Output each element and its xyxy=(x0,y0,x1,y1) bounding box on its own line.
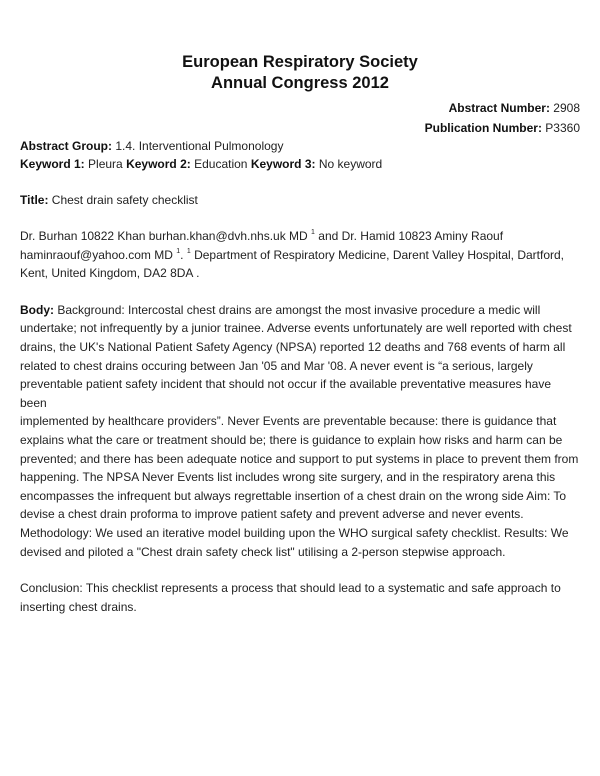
body-line: preventable patient safety incident that should not occur if the available preventative measures have been xyxy=(20,377,551,410)
title-value: Chest drain safety checklist xyxy=(51,193,198,207)
author2-superscript: 1 xyxy=(176,247,181,255)
author1-text: Dr. Burhan 10822 Khan burhan.khan@dvh.nhs.uk MD xyxy=(20,229,308,243)
abstract-number-value: 2908 xyxy=(553,101,580,115)
body-line: Background: Intercostal chest drains are amongst the most invasive procedure a medic will xyxy=(54,302,541,317)
author2-text: and Dr. Hamid 10823 Aminy Raouf xyxy=(314,229,504,243)
conclusion-line: Conclusion: This checklist represents a process that should lead to a systematic and safe approach to xyxy=(20,581,561,596)
keyword1-value: Pleura xyxy=(88,157,123,171)
body-line: related to chest drains occuring between Jan '05 and Mar '08. A never event is “a serious, largely xyxy=(20,358,533,373)
keyword3-label: Keyword 3: xyxy=(250,157,316,171)
congress-title: European Respiratory Society xyxy=(182,53,418,71)
affiliation-superscript: 1 xyxy=(186,247,191,255)
body-line: implemented by healthcare providers”. Never Events are preventable because: there is guidance that xyxy=(20,414,557,429)
title-row xyxy=(20,191,580,209)
body-line: drains, the UK's National Patient Safety Agency (NPSA) reported 12 deaths and 768 events of harm all xyxy=(20,339,566,354)
body-paragraph xyxy=(20,301,580,561)
conclusion-paragraph xyxy=(20,579,580,616)
body-line: undertake; not infrequently by a junior trainee. Adverse events unfortunately are well reported with chest xyxy=(20,321,572,336)
author1-superscript: 1 xyxy=(311,229,315,236)
abstract-number-label: Abstract Number: xyxy=(448,101,550,115)
title-label: Title: xyxy=(20,193,49,207)
keyword3-value: No keyword xyxy=(318,157,383,171)
body-line: devise a chest drain proforma to improve patient safety and prevent adverse and never events. xyxy=(20,507,524,522)
body-line: happening. The NPSA Never Events list includes wrong site surgery, and in the respiratory arena this xyxy=(20,470,556,485)
body-line: encompasses the infrequent but always regrettable insertion of a chest drain on the wrong side Aim: To xyxy=(20,488,567,503)
affiliation-line1: Department of Respiratory Medicine, Darent Valley Hospital, Dartford, xyxy=(190,247,565,262)
publication-number-value: P3360 xyxy=(545,121,580,135)
abstract-number-row xyxy=(20,98,580,118)
body-line: explains what the care or treatment should be; there is guidance to explain how risks and harm can be xyxy=(20,432,563,447)
authors-affiliation xyxy=(20,227,580,283)
authors-separator: . xyxy=(180,247,187,262)
body-label: Body: xyxy=(20,302,54,317)
abstract-group-label: Abstract Group: xyxy=(20,139,113,153)
congress-subtitle: Annual Congress 2012 xyxy=(211,74,389,92)
keywords-row xyxy=(20,155,580,173)
publication-number-label: Publication Number: xyxy=(424,121,542,135)
body-line: prevented; and there has been adequate notice and support to put systems in place to prevent them from xyxy=(20,451,579,466)
keyword1-label: Keyword 1: xyxy=(20,157,85,171)
affiliation-line2: Kent, United Kingdom, DA2 8DA . xyxy=(20,266,200,281)
conclusion-line: inserting chest drains. xyxy=(20,599,137,614)
abstract-meta xyxy=(20,98,580,138)
abstract-group-row xyxy=(20,137,580,155)
body-line: devised and piloted a "Chest drain safety check list" utilising a 2-person stepwise approach. xyxy=(20,544,506,559)
keyword2-value: Education xyxy=(194,157,248,171)
abstract-group-value: 1.4. Interventional Pulmonology xyxy=(115,139,284,153)
author2-email-text: haminraouf@yahoo.com MD xyxy=(20,247,173,262)
body-line: Methodology: We used an iterative model building upon the WHO surgical safety checklist. Results: We xyxy=(20,525,569,540)
keyword2-label: Keyword 2: xyxy=(126,157,191,171)
publication-number-row xyxy=(20,118,580,138)
